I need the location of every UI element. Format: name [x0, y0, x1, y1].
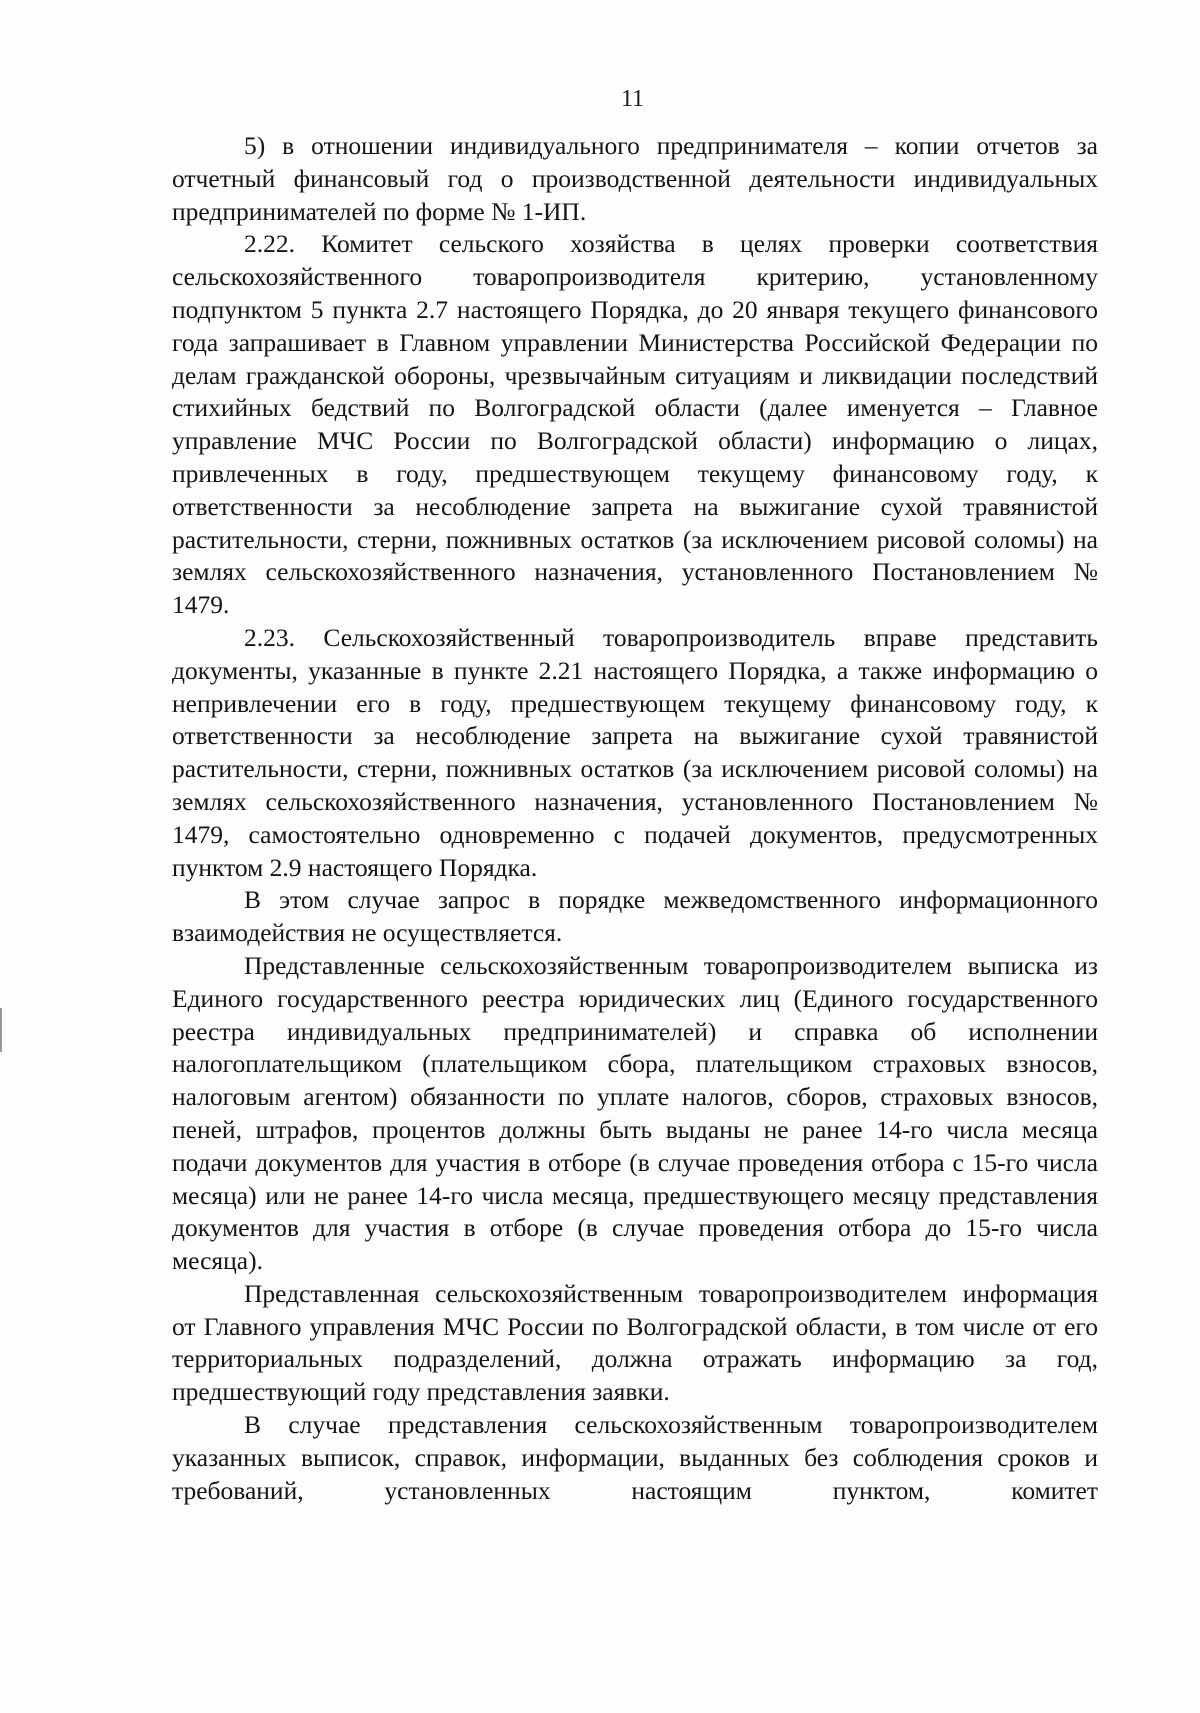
paragraph-item-5-ip: 5) в отношении индивидуального предпринимателя – копии отчетов за отчетный финансовый год о производственной деятельности индивидуальных предпринимателей по форме № 1-ИП. — [172, 131, 1098, 226]
paragraph-2-23: 2.23. Сельскохозяйственный товаропроизводитель вправе представить документы, указанные в пункте 2.21 настоящего Порядка, а также информацию о непривлечении его в году, предшествующем текущему финансовому году, к ответственности за несоблюдение запрета на выжигание сухой травянистой растительности, стерни, пожнивных остатков (за исключением рисовой соломы) на землях сельскохозяйственного назначения, установленного Постановлением № 1479, самостоятельно одновременно с подачей документов, предусмотренных пунктом 2.9 настоящего Порядка. — [172, 622, 1098, 882]
paragraph-no-request: В этом случае запрос в порядке межведомственного информационного взаимодействия не осуществляется. — [172, 885, 1098, 948]
paragraph-mchs-info: Представленная сельскохозяйственным товаропроизводителем информация от Главного управления МЧС России по Волгоградской области, в том числе от его территориальных подразделений, должна отражать информацию за год, предшествующий году представления заявки. — [172, 1278, 1098, 1407]
paragraph-2-22: 2.22. Комитет сельского хозяйства в целях проверки соответствия сельскохозяйственного товаропроизводителя критерию, установленному подпунктом 5 пункта 2.7 настоящего Порядка, до 20 января текущего финансового года запрашивает в Главном управлении Министерства Российской Федерации по делам гражданской обороны, чрезвычайным ситуациям и ликвидации последствий стихийных бедствий по Волгоградской области (далее именуется – Главное управление МЧС России по Волгоградской области) информацию о лицах, привлеченных в году, предшествующем текущему финансовому году, к ответственности за несоблюдение запрета на выжигание сухой травянистой растительности, стерни, пожнивных остатков (за исключением рисовой соломы) на землях сельскохозяйственного назначения, установленного Постановлением № 1479. — [172, 229, 1098, 620]
paragraph-extract-deadlines: Представленные сельскохозяйственным товаропроизводителем выписка из Единого государственного реестра юридических лиц (Единого государственного реестра индивидуальных предпринимателей) и справка об исполнении налогоплательщиком (плательщиком сбора, плательщиком страховых взносов, налоговым агентом) обязанности по уплате налогов, сборов, страховых взносов, пеней, штрафов, процентов должны быть выданы не ранее 14-го числа месяца подачи документов для участия в отборе (в случае проведения отбора с 15-го числа месяца) или не ранее 14-го числа месяца, предшествующего месяцу представления документов для участия в отборе (в случае проведения отбора до 15-го числа месяца). — [172, 950, 1098, 1276]
page-number: 11 — [620, 86, 645, 112]
document-body — [172, 130, 1098, 1507]
scan-edge-mark — [0, 1008, 2, 1052]
paragraph-noncompliance: В случае представления сельскохозяйственным товаропроизводителем указанных выписок, справок, информации, выданных без соблюдения сроков и требований, установленных настоящим пунктом, комитет — [172, 1410, 1098, 1505]
